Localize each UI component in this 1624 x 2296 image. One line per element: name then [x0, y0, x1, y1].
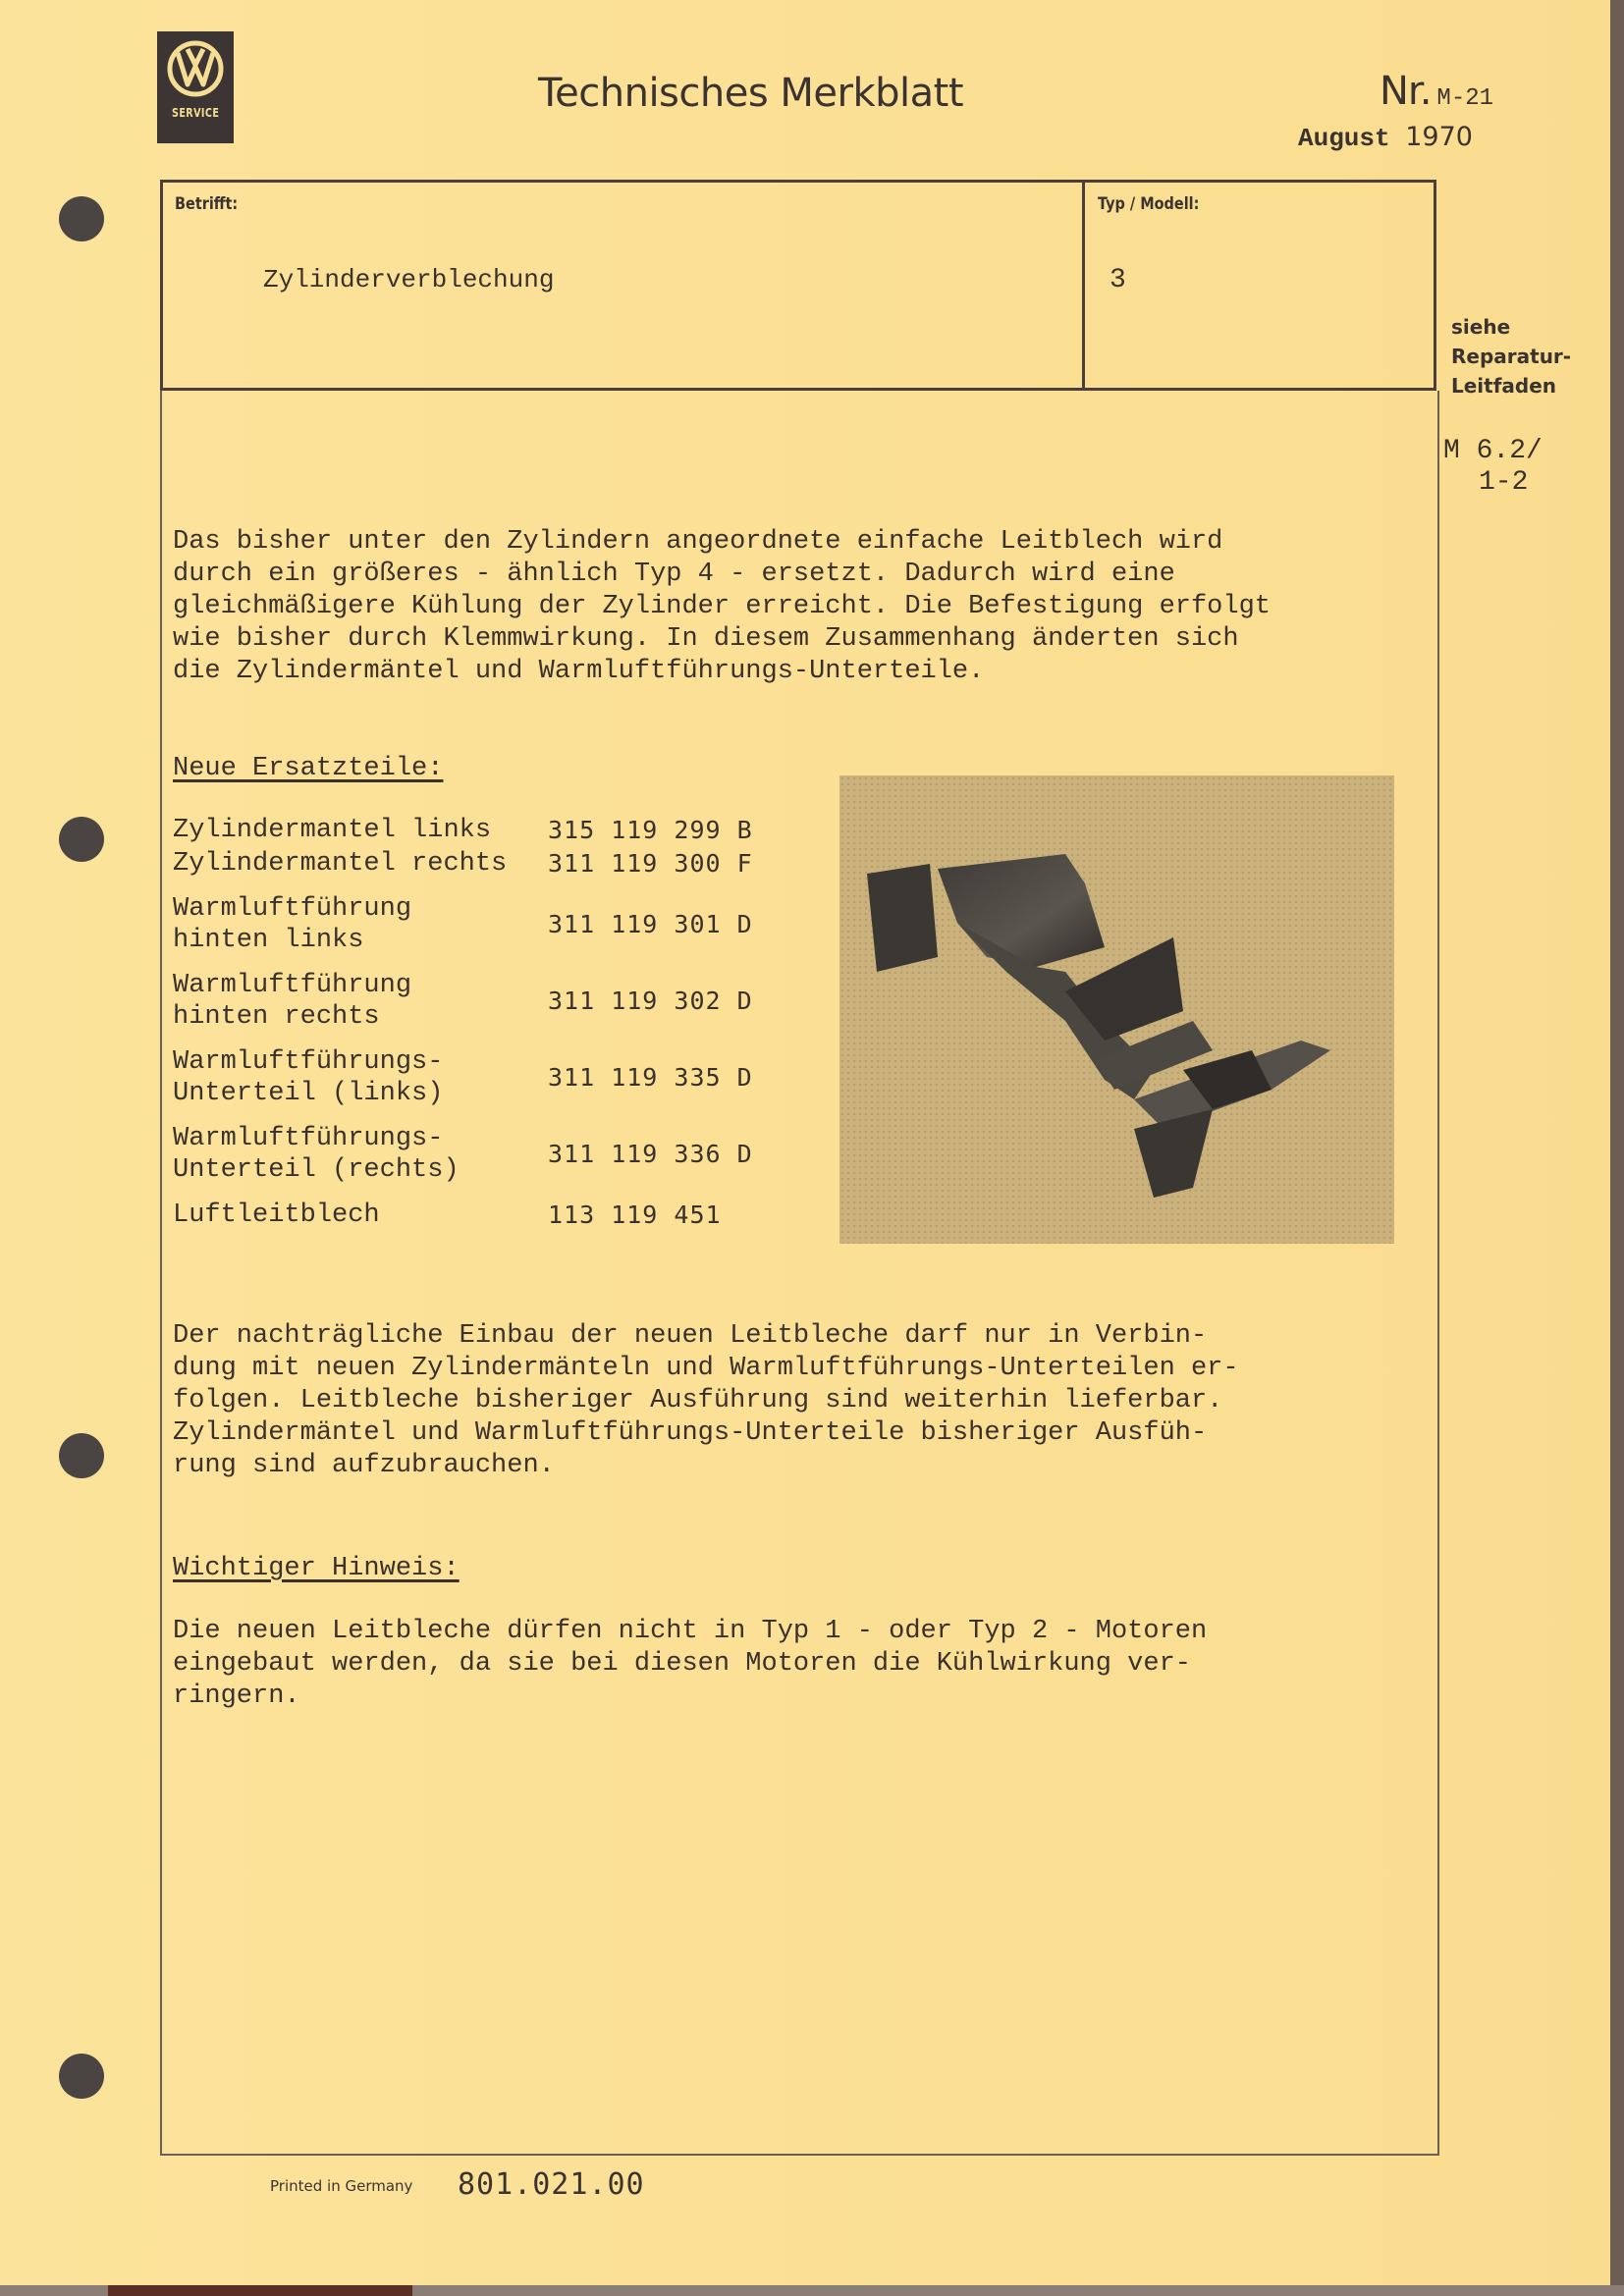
part-photo [839, 775, 1394, 1244]
document-number [1380, 69, 1493, 114]
side-reference [1451, 312, 1571, 400]
model-value: 3 [1110, 265, 1126, 295]
scan-edge-bottom [0, 2285, 1624, 2296]
side-code-line: 1-2 [1479, 467, 1529, 498]
part-name: Luftleitblech [173, 1201, 380, 1230]
scan-edge-right [1610, 0, 1624, 2285]
air-deflector-illustration [839, 775, 1394, 1244]
retrofit-paragraph: Der nachträgliche Einbau der neuen Leitbleche darf nur in Verbin- dung mit neuen Zylindermänteln und Warmluftführungs-Unterteilen er- folgen. Leitbleche bisheriger Ausführung sind weiterhin lieferbar. Zylindermäntel und Warmluftführungs-Unterteile bisheriger Ausfüh- rung sind aufzubrauchen. [173, 1321, 1239, 1480]
side-ref-line: Leitfaden [1451, 374, 1557, 398]
notice-text: Die neuen Leitbleche dürfen nicht in Typ 1 - oder Typ 2 - Motoren eingebaut werden, da sie bei diesen Motoren die Kühlwirkung ver- ringern. [173, 1617, 1208, 1711]
part-name: Warmluftführung hinten rechts [173, 971, 412, 1032]
part-row [173, 1123, 801, 1186]
info-box-divider [1082, 180, 1085, 391]
part-name: Zylindermantel rechts [173, 849, 508, 879]
part-row [173, 848, 801, 880]
date-year: 1970 [1405, 122, 1473, 152]
part-row [173, 1046, 801, 1109]
part-row [173, 893, 801, 956]
part-number: 311 119 336 D [548, 1140, 753, 1168]
logo-text: SERVICE [171, 106, 220, 120]
part-name: Zylindermantel links [173, 816, 492, 845]
part-row [173, 1200, 801, 1231]
vw-emblem-icon [166, 39, 225, 98]
vw-service-logo [157, 31, 234, 143]
part-number: 311 119 300 F [548, 849, 753, 878]
punch-hole [59, 817, 104, 862]
document-title: Technisches Merkblatt [538, 71, 964, 116]
punch-hole [59, 196, 104, 241]
subject-value: Zylinderverblechung [263, 265, 555, 294]
printed-in-germany: Printed in Germany [270, 2177, 413, 2195]
notice-heading: Wichtiger Hinweis: [173, 1554, 460, 1583]
part-number: 311 119 301 D [548, 910, 753, 938]
nr-value: M-21 [1436, 85, 1494, 112]
part-number: 311 119 302 D [548, 987, 753, 1015]
part-name: Warmluftführungs- Unterteil (links) [173, 1047, 444, 1108]
document-date [1298, 122, 1473, 153]
form-code: 801.021.00 [458, 2167, 645, 2202]
punch-hole [59, 1433, 104, 1478]
part-row [173, 970, 801, 1033]
part-name: Warmluftführungs- Unterteil (rechts) [173, 1124, 460, 1185]
part-number: 315 119 299 B [548, 816, 753, 844]
model-label: Typ / Modell: [1098, 194, 1200, 214]
punch-hole [59, 2054, 104, 2099]
part-name: Warmluftführung hinten links [173, 894, 412, 955]
date-month: August [1298, 124, 1390, 153]
part-row [173, 815, 801, 846]
subject-label: Betrifft: [175, 194, 239, 214]
parts-heading: Neue Ersatzteile: [173, 754, 444, 783]
parts-list [173, 815, 801, 1231]
nr-label: Nr. [1380, 69, 1432, 114]
side-ref-line: Reparatur- [1451, 345, 1572, 368]
part-number: 113 119 451 [548, 1201, 722, 1229]
part-number: 311 119 335 D [548, 1063, 753, 1092]
side-reference-code [1443, 436, 1543, 499]
side-ref-line: siehe [1451, 315, 1511, 339]
side-code-line: M 6.2/ [1443, 436, 1543, 466]
intro-paragraph: Das bisher unter den Zylindern angeordnete einfache Leitblech wird durch ein größeres - ähnlich Typ 4 - ersetzt. Dadurch wird eine gleichmäßigere Kühlung der Zylinder erreicht. Die Befestigung erfolgt wie bisher durch Klemmwirkung. In diesem Zusammenhang änderten sich die Zylindermäntel und Warmluftführungs-Unterteile. [173, 527, 1271, 686]
